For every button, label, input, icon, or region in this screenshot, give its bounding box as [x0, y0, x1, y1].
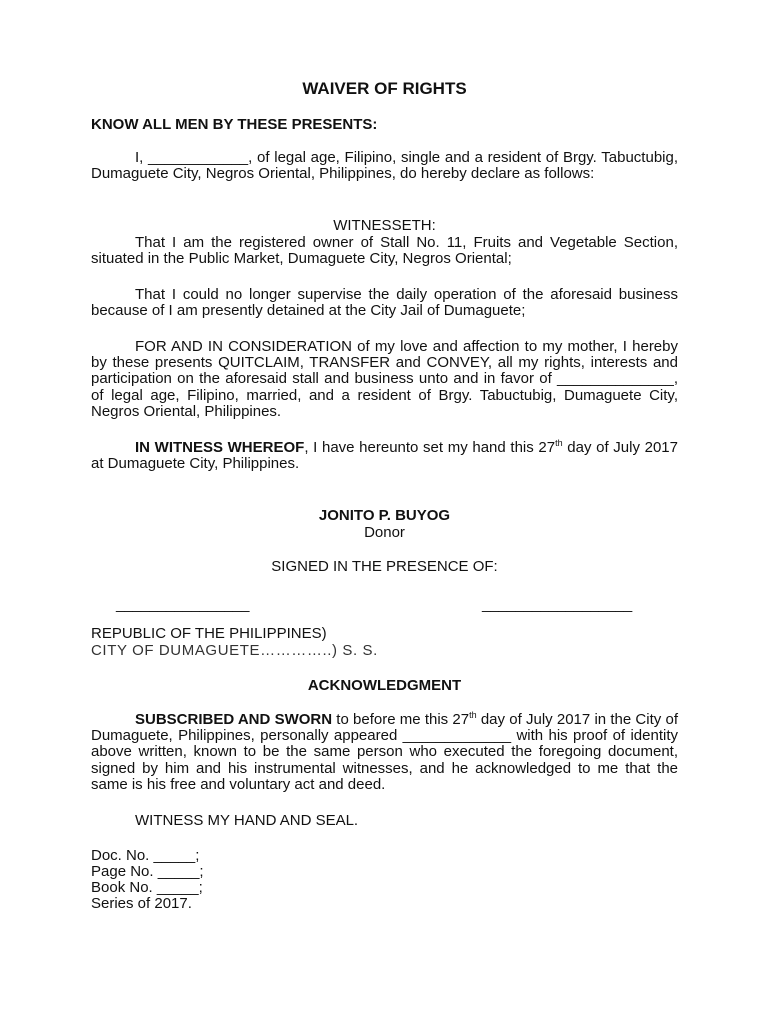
opening-heading: KNOW ALL MEN BY THESE PRESENTS: [91, 116, 378, 133]
signatory-role: Donor [364, 524, 405, 541]
acknowledgment-paragraph [91, 712, 678, 793]
venue-city: CITY OF DUMAGUETE…………..) S. S. [91, 642, 378, 659]
sworn-text-1: to before me this 27 [332, 711, 470, 728]
witnesseth-heading: WITNESSETH: [333, 217, 436, 234]
book-number-line: Book No. _____; [91, 879, 203, 896]
signatory-name: JONITO P. BUYOG [318, 507, 451, 524]
doc-number-line: Doc. No. _____; [91, 847, 200, 864]
page-number-line: Page No. _____; [91, 863, 204, 880]
series-line: Series of 2017. [91, 895, 192, 912]
witness-whereof-text-2: day of July 2017 at Dumaguete City, Philippines. [91, 439, 678, 473]
witness-hand-seal: WITNESS MY HAND AND SEAL. [135, 812, 359, 829]
sworn-text-2: day of July 2017 in the City of Dumaguete, Philippines, personally appeared _____________ with his proof of identity above written, known to be the same person who executed the foregoing document, signed by him and his instrumental witnesses, and he acknowledged to me that the same is his free and voluntary act and deed. [91, 711, 678, 793]
witness-whereof-bold: IN WITNESS WHEREOF [135, 439, 305, 456]
document-page [91, 0, 678, 1024]
venue-republic: REPUBLIC OF THE PHILIPPINES) [91, 625, 327, 642]
witness-whereof-paragraph [91, 440, 678, 472]
sworn-bold: SUBSCRIBED AND SWORN [135, 711, 333, 728]
consideration-paragraph: FOR AND IN CONSIDERATION of my love and affection to my mother, I hereby by these presents QUITCLAIM, TRANSFER and CONVEY, all my rights, interests and participation on the aforesaid stall and business unto and in favor of ______________, of legal age, Filipino, married, and a resident of Brgy. Tabuctubig, Dumaguete City, Negros Oriental, Philippines. [91, 338, 678, 420]
ownership-paragraph: That I am the registered owner of Stall No. 11, Fruits and Vegetable Section, situated in the Public Market, Dumaguete City, Negros Oriental; [91, 234, 678, 268]
witness-whereof-text-1: , I have hereunto set my hand this 27 [304, 439, 556, 456]
declaration-paragraph: I, ____________, of legal age, Filipino, single and a resident of Brgy. Tabuctubig, Dumaguete City, Negros Oriental, Philippines, do hereby declare as follows: [91, 149, 678, 183]
witness-whereof-superscript: th [555, 438, 563, 448]
document-title: WAIVER OF RIGHTS [302, 79, 467, 98]
witnesses-heading: SIGNED IN THE PRESENCE OF: [271, 558, 498, 575]
acknowledgment-title: ACKNOWLEDGMENT [307, 677, 462, 694]
detention-paragraph: That I could no longer supervise the daily operation of the aforesaid business because of I am presently detained at the City Jail of Dumaguete; [91, 286, 678, 320]
witness-signature-line-2: __________________ [482, 596, 633, 613]
witness-signature-line-1: ________________ [116, 596, 250, 613]
sworn-superscript: th [469, 710, 477, 720]
